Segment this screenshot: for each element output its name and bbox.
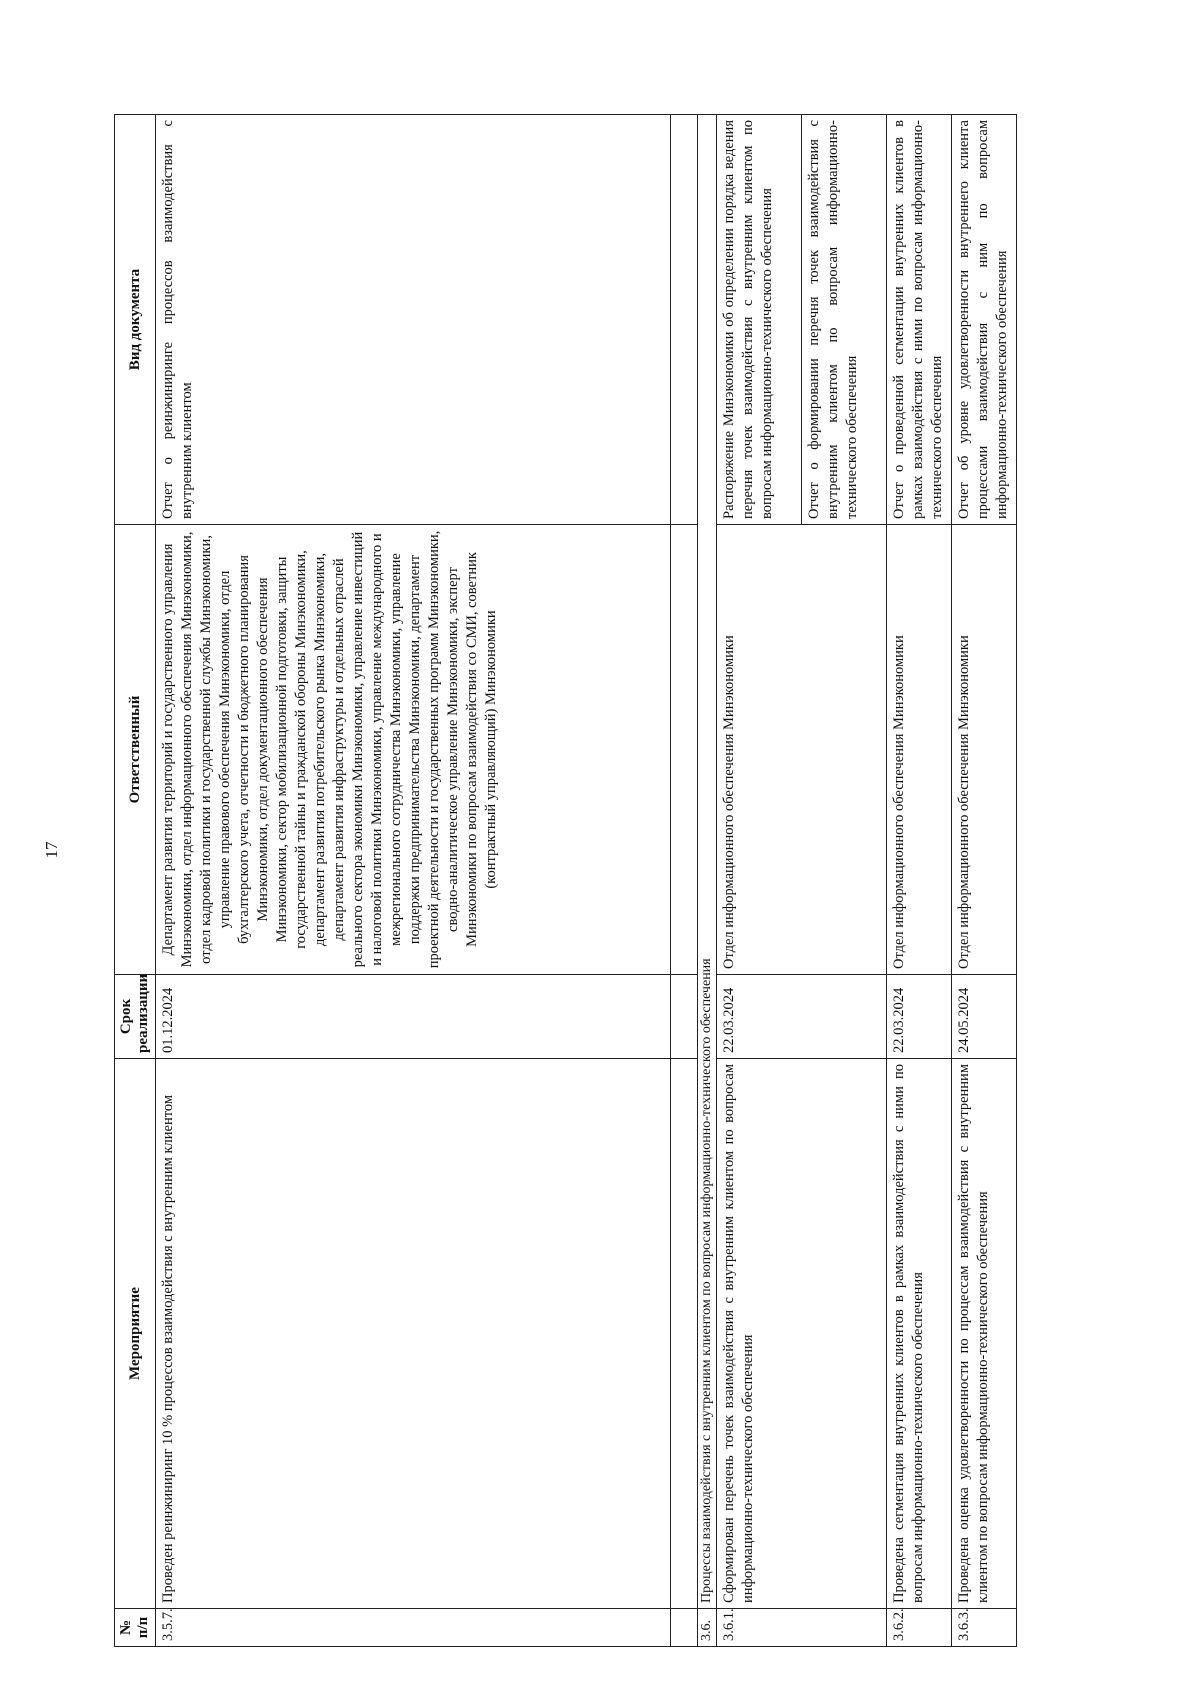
cell-date: 24.05.2024 (952, 975, 1017, 1059)
cell-responsible: Отдел информационного обеспечения Минэкономики (887, 525, 952, 975)
table-header-row (115, 115, 156, 1647)
cell-responsible: Отдел информационного обеспечения Минэкономики (717, 525, 887, 975)
cell-num: 3.6.1. (717, 1609, 887, 1647)
cell-responsible: Департамент развития территорий и государственного управления Минэкономики, отдел информационного обеспечения Минэкономики, отдел кадровой политики и государственной службы Минэкономики, управление правового обеспечения Минэкономики, отдел бухгалтерского учета, отчетности и бюджетного планирования Минэкономики, отдел документационного обеспечения Минэкономики, сектор мобилизационной подготовки, защиты государственной тайны и гражданской обороны Минэкономики, департамент развития потребительского рынка Минэкономики, департамент развития инфраструктуры и отдельных отраслей реального сектора экономики Минэкономики, управление инвестиций и налоговой политики Минэкономики, управление международного и межрегионального сотрудничества Минэкономики, управление поддержки предпринимательства Минэкономики, департамент проектной деятельности и государственных программ Минэкономики, сводно-аналитическое управление Минэкономики, эксперт Минэкономики по вопросам взаимодействия со СМИ, советник (контрактный управляющий) Минэкономики (156, 525, 671, 975)
table-row (887, 115, 952, 1647)
section-row (698, 115, 717, 1647)
action-plan-table (114, 114, 1017, 1647)
cell-doc: Отчет об уровне удовлетворенности внутреннего клиента процессами взаимодействия с ним по вопросам информационно-технического обеспечения (952, 115, 1017, 525)
section-num: 3.6. (698, 1609, 717, 1647)
cell-num: 3.5.7. (156, 1609, 671, 1647)
cell-doc-second: Отчет о формировании перечня точек взаимодействия с внутренним клиентом по вопросам информационно-технического обеспечения (802, 115, 887, 525)
cell-event: Сформирован перечень точек взаимодействия с внутренним клиентом по вопросам информационно-технического обеспечения (717, 1059, 887, 1609)
cell-date: 22.03.2024 (717, 975, 887, 1059)
header-event: Мероприятие (115, 1059, 156, 1609)
cell-doc: Распоряжение Минэкономики об определении порядка ведения перечня точек взаимодействия с внутренним клиентом по вопросам информационно-технического обеспечения (717, 115, 802, 525)
cell-doc: Отчет о проведенной сегментации внутренних клиентов в рамках взаимодействия с ними по вопросам информационно-технического обеспечения (887, 115, 952, 525)
cell-event: Проведена сегментация внутренних клиентов в рамках взаимодействия с ними по вопросам информационно-технического обеспечения (887, 1059, 952, 1609)
cell-event: Проведен реинжиниринг 10 % процессов взаимодействия с внутренним клиентом (156, 1059, 671, 1609)
page-number: 17 (42, 841, 61, 859)
table-row (952, 115, 1017, 1647)
cell-responsible: Отдел информационного обеспечения Минэкономики (952, 525, 1017, 975)
table-row (717, 115, 802, 1647)
section-title: Процессы взаимодействия с внутренним клиентом по вопросам информационно-технического обеспечения (698, 115, 717, 1609)
cell-event: Проведена оценка удовлетворенности по процессам взаимодействия с внутренним клиентом по вопросам информационно-технического обеспечения (952, 1059, 1017, 1609)
header-doc: Вид документа (115, 115, 156, 525)
header-responsible: Ответственный (115, 525, 156, 975)
cell-date: 01.12.2024 (156, 975, 671, 1059)
spacer-row (671, 115, 698, 1647)
cell-num: 3.6.3. (952, 1609, 1017, 1647)
cell-doc: Отчет о реинжиниринге процессов взаимодействия с внутренним клиентом (156, 115, 671, 525)
header-date: Срок реализации (115, 975, 156, 1059)
rotated-table-container (114, 115, 1010, 1647)
cell-date: 22.03.2024 (887, 975, 952, 1059)
cell-num: 3.6.2. (887, 1609, 952, 1647)
header-num: № п/п (115, 1609, 156, 1647)
table-row (156, 115, 671, 1647)
